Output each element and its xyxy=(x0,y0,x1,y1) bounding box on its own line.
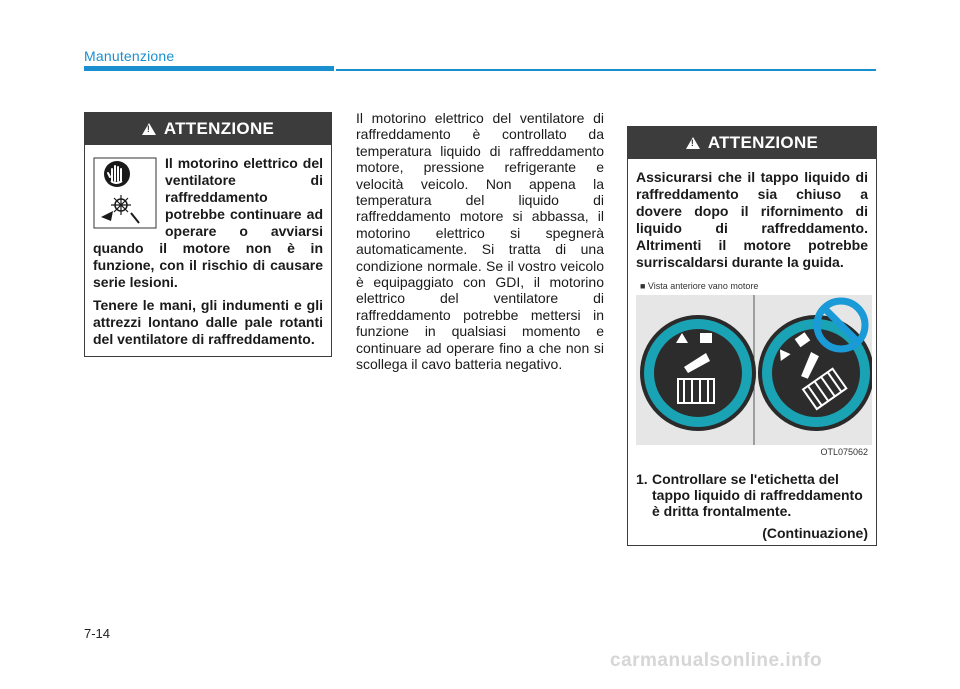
warning-header xyxy=(85,113,331,145)
fan-hazard-icons xyxy=(93,157,157,229)
coolant-cap-figure xyxy=(636,281,872,459)
figure-code: OTL075062 xyxy=(820,447,868,457)
section-title: Manutenzione xyxy=(84,48,175,64)
header-accent-bar xyxy=(84,66,334,71)
warning-triangle-icon xyxy=(142,123,156,135)
figure-caption: ■ Vista anteriore vano motore xyxy=(640,281,759,291)
step-number: 1. xyxy=(636,471,648,487)
correct-cap-icon xyxy=(640,315,756,431)
warning-title: ATTENZIONE xyxy=(707,133,819,152)
warning-title: ATTENZIONE xyxy=(163,119,275,138)
page-number: 7-14 xyxy=(84,626,111,641)
step-text: Controllare se l'etichetta del tappo liquido di raffreddamento è dritta frontalmente. xyxy=(652,471,863,519)
warning-triangle-icon xyxy=(686,137,700,149)
continuation-label: (Continuazione) xyxy=(762,525,868,541)
hand-stop-icon xyxy=(93,157,157,229)
warning-header xyxy=(628,127,876,159)
warning-box-fan xyxy=(84,112,332,357)
warning-text: Assicurarsi che il tappo liquido di raffreddamento sia chiuso a dovere dopo il rifornimento di liquido di raffreddamento. Altrimenti il motore potrebbe surriscaldarsi durante la guida. xyxy=(636,169,868,270)
warning-text-1: Il motorino elettrico del ventilatore di raffreddamento potrebbe continuare ad operare o avviarsi quando il motore non è in funzione, con il rischio di causare serie lesioni. xyxy=(93,155,323,290)
body-paragraph: Il motorino elettrico del ventilatore di raffreddamento è controllato da temperatura liquido di raffreddamento motore, pressione refrigerante e velocità veicolo. Non appena la temperatura del liquido di raffreddamento motore si abbassa, il motorino elettrico si spegnerà automaticamente. Si tratta di una condizione normale. Se il vostro veicolo è equipaggiato con GDI, il motorino elettrico del ventilatore di raffreddamento potrebbe mettersi in funzione in qualsiasi momento e continuare ad operare fino a che non si scollega il cavo batteria negativo. xyxy=(356,110,604,373)
watermark: carmanualsonline.info xyxy=(610,650,823,671)
warning-text-2: Tenere le mani, gli indumenti e gli attrezzi lontano dalle pale rotanti del ventilatore di raffreddamento. xyxy=(93,297,323,347)
coolant-cap-illustration xyxy=(636,295,872,445)
warning-box-coolant-cap xyxy=(627,126,877,546)
step-item xyxy=(636,471,868,519)
header-rule xyxy=(336,69,876,71)
